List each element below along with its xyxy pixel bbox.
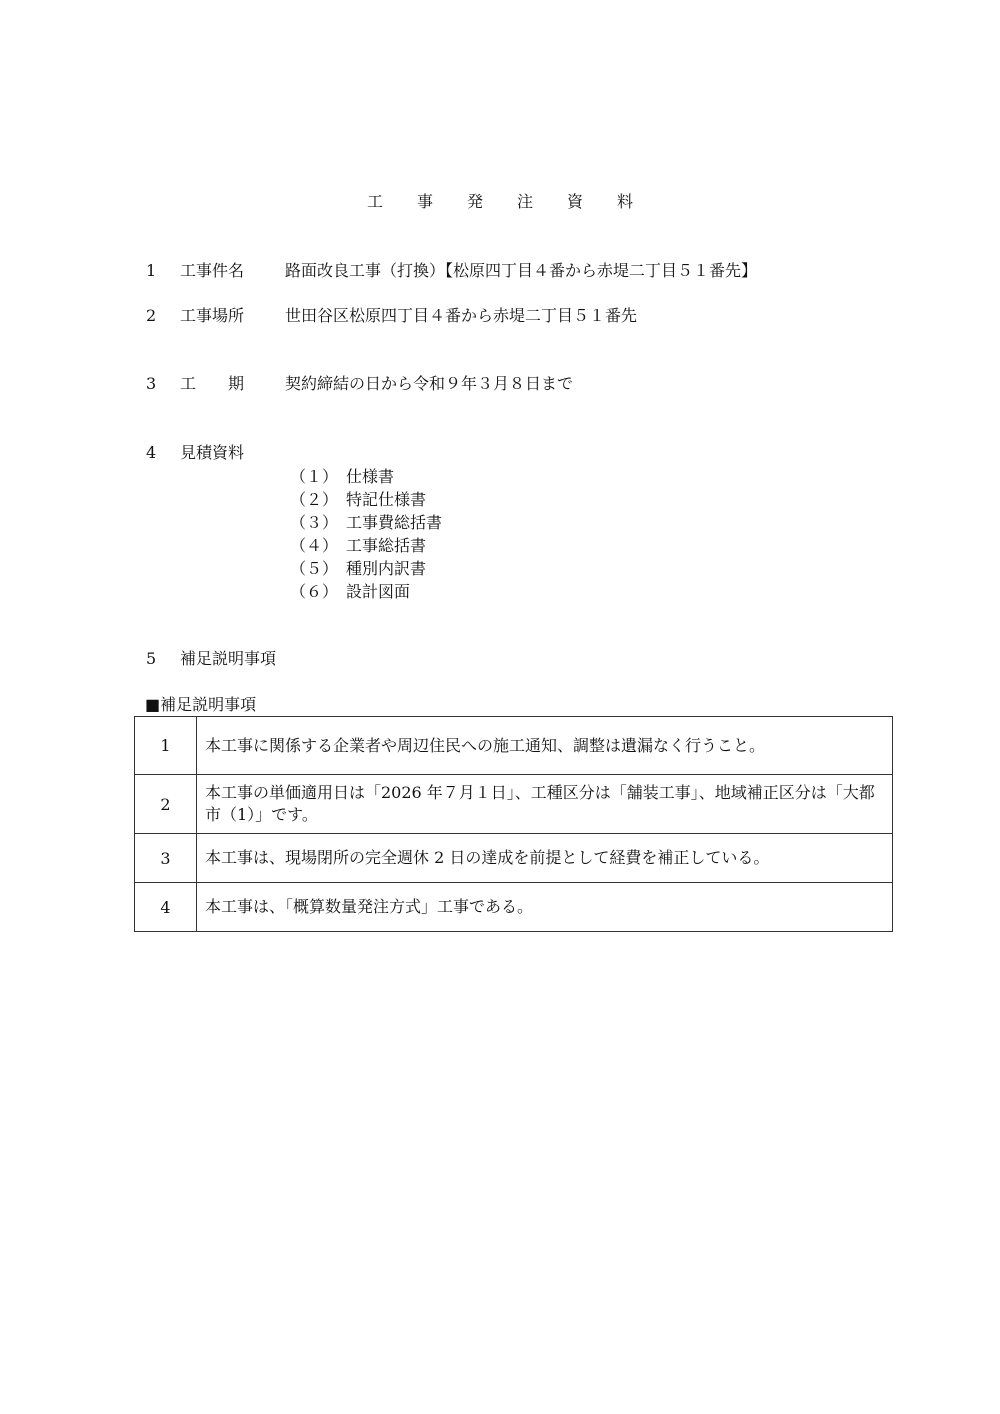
item-name: 設計図面 (346, 582, 411, 601)
item-name: 種別内訳書 (346, 559, 427, 578)
section-label: 見積資料 (180, 443, 245, 462)
item-number: （１） (290, 467, 339, 486)
note-number: 1 (135, 717, 197, 775)
section-label: 工事件名 (180, 261, 245, 280)
item-number: （５） (290, 559, 339, 578)
item-name: 仕様書 (346, 467, 395, 486)
section-value: 路面改良工事（打換）【松原四丁目４番から赤堤二丁目５１番先】 (285, 261, 758, 280)
item-number: （４） (290, 536, 339, 555)
estimate-docs-list (290, 465, 442, 603)
list-item (290, 465, 442, 488)
note-text: 本工事は、現場閉所の完全週休 2 日の達成を前提として経費を補正している。 (197, 834, 893, 883)
note-number: 4 (135, 883, 197, 932)
list-item (290, 534, 442, 557)
document-title: 工事発注資料 (366, 192, 667, 211)
note-number: 2 (135, 775, 197, 834)
item-name: 工事総括書 (346, 536, 427, 555)
section-number: 3 (146, 374, 157, 393)
section-label: 工 期 (180, 374, 245, 393)
item-name: 特記仕様書 (346, 490, 427, 509)
section-number: 2 (146, 306, 157, 325)
list-item (290, 488, 442, 511)
table-row (135, 775, 893, 834)
item-number: （２） (290, 490, 339, 509)
note-text: 本工事に関係する企業者や周辺住民への施工通知、調整は遺漏なく行うこと。 (197, 717, 893, 775)
note-number: 3 (135, 834, 197, 883)
note-text: 本工事は、「概算数量発注方式」工事である。 (197, 883, 893, 932)
list-item (290, 557, 442, 580)
section-number: 4 (146, 443, 157, 462)
section-label: 補足説明事項 (180, 649, 277, 668)
notes-table (134, 716, 893, 932)
table-row (135, 834, 893, 883)
note-text: 本工事の単価適用日は「2026 年７月１日」、工種区分は「舗装工事」、地域補正区分は「大都市（1）」です。 (197, 775, 893, 834)
notes-caption: ■補足説明事項 (145, 695, 257, 714)
item-name: 工事費総括書 (346, 513, 443, 532)
section-label: 工事場所 (180, 306, 245, 325)
list-item (290, 580, 442, 603)
section-number: 1 (146, 261, 157, 280)
section-value: 世田谷区松原四丁目４番から赤堤二丁目５１番先 (285, 306, 638, 325)
section-number: 5 (146, 649, 157, 668)
table-row (135, 883, 893, 932)
list-item (290, 511, 442, 534)
item-number: （６） (290, 582, 339, 601)
table-row (135, 717, 893, 775)
section-value: 契約締結の日から令和９年３月８日まで (285, 374, 574, 393)
item-number: （３） (290, 513, 339, 532)
